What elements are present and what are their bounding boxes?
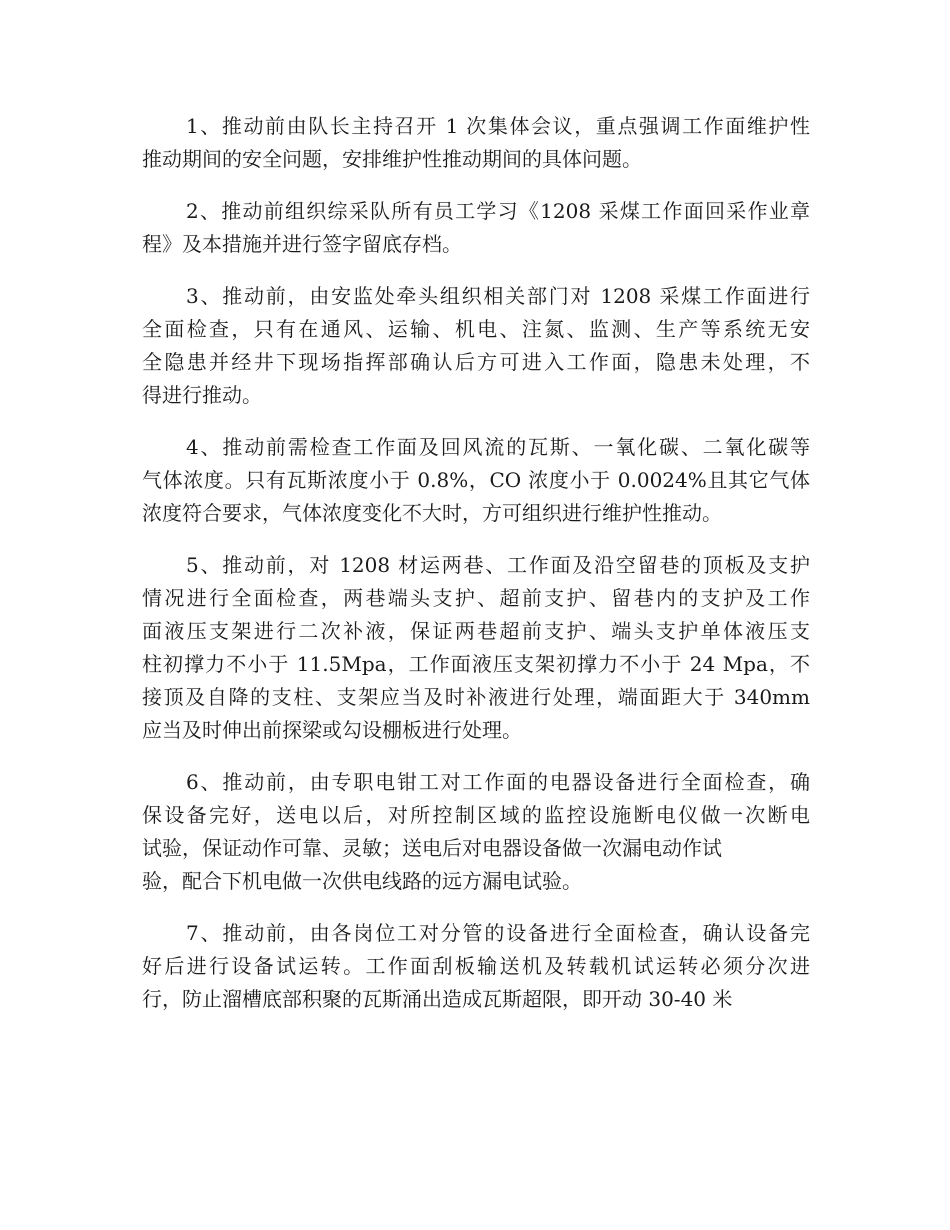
paragraph-line: 7、推动前，由各岗位工对分管的设备进行全面检查，确认设备完	[186, 921, 810, 945]
paragraph-line: 接顶及自降的支柱、支架应当及时补液进行处理，端面距大于 340mm	[142, 685, 810, 709]
paragraph-line: 保设备完好，送电以后，对所控制区域的监控设施断电仪做一次断电	[142, 803, 810, 827]
paragraph-line: 4、推动前需检查工作面及回风流的瓦斯、一氧化碳、二氧化碳等	[186, 435, 810, 459]
paragraph-line: 试验，保证动作可靠、灵敏；送电后对电器设备做一次漏电动作试	[142, 836, 722, 860]
paragraph-line: 程》及本措施并进行签字留底存档。	[142, 232, 462, 256]
paragraph-line: 柱初撑力不小于 11.5Mpa，工作面液压支架初撑力不小于 24 Mpa，不	[142, 652, 810, 676]
paragraph-line: 2、推动前组织综采队所有员工学习《1208 采煤工作面回采作业章	[186, 199, 810, 223]
paragraph-line: 行，防止溜槽底部积聚的瓦斯涌出造成瓦斯超限，即开动 30-40 米	[142, 987, 733, 1011]
paragraph-line: 3、推动前，由安监处牵头组织相关部门对 1208 采煤工作面进行	[186, 284, 810, 308]
paragraph-7	[142, 917, 810, 1016]
paragraph-line: 推动期间的安全问题，安排维护性推动期间的具体问题。	[142, 147, 642, 171]
paragraph-4	[142, 431, 810, 530]
paragraph-line: 气体浓度。只有瓦斯浓度小于 0.8%，CO 浓度小于 0.0024%且其它气体	[142, 468, 810, 492]
paragraph-5	[142, 549, 810, 747]
paragraph-line: 应当及时伸出前探梁或勾设棚板进行处理。	[142, 718, 522, 742]
paragraph-line: 面液压支架进行二次补液，保证两巷超前支护、端头支护单体液压支	[142, 619, 810, 643]
paragraph-line: 好后进行设备试运转。工作面刮板输送机及转载机试运转必须分次进	[142, 954, 810, 978]
paragraph-line: 浓度符合要求，气体浓度变化不大时，方可组织进行维护性推动。	[142, 501, 722, 525]
document-body	[142, 110, 810, 1035]
paragraph-line: 验，配合下机电做一次供电线路的远方漏电试验。	[142, 869, 582, 893]
paragraph-line: 6、推动前，由专职电钳工对工作面的电器设备进行全面检查，确	[186, 770, 810, 794]
paragraph-line: 全面检查，只有在通风、运输、机电、注氮、监测、生产等系统无安	[142, 317, 810, 341]
paragraph-3	[142, 280, 810, 412]
paragraph-1	[142, 110, 810, 176]
paragraph-line: 情况进行全面检查，两巷端头支护、超前支护、留巷内的支护及工作	[142, 586, 810, 610]
paragraph-line: 1、推动前由队长主持召开 1 次集体会议，重点强调工作面维护性	[186, 114, 810, 138]
paragraph-line: 得进行推动。	[142, 383, 262, 407]
paragraph-line: 5、推动前，对 1208 材运两巷、工作面及沿空留巷的顶板及支护	[186, 553, 810, 577]
paragraph-6	[142, 766, 810, 898]
paragraph-2	[142, 195, 810, 261]
paragraph-line: 全隐患并经井下现场指挥部确认后方可进入工作面，隐患未处理，不	[142, 350, 810, 374]
